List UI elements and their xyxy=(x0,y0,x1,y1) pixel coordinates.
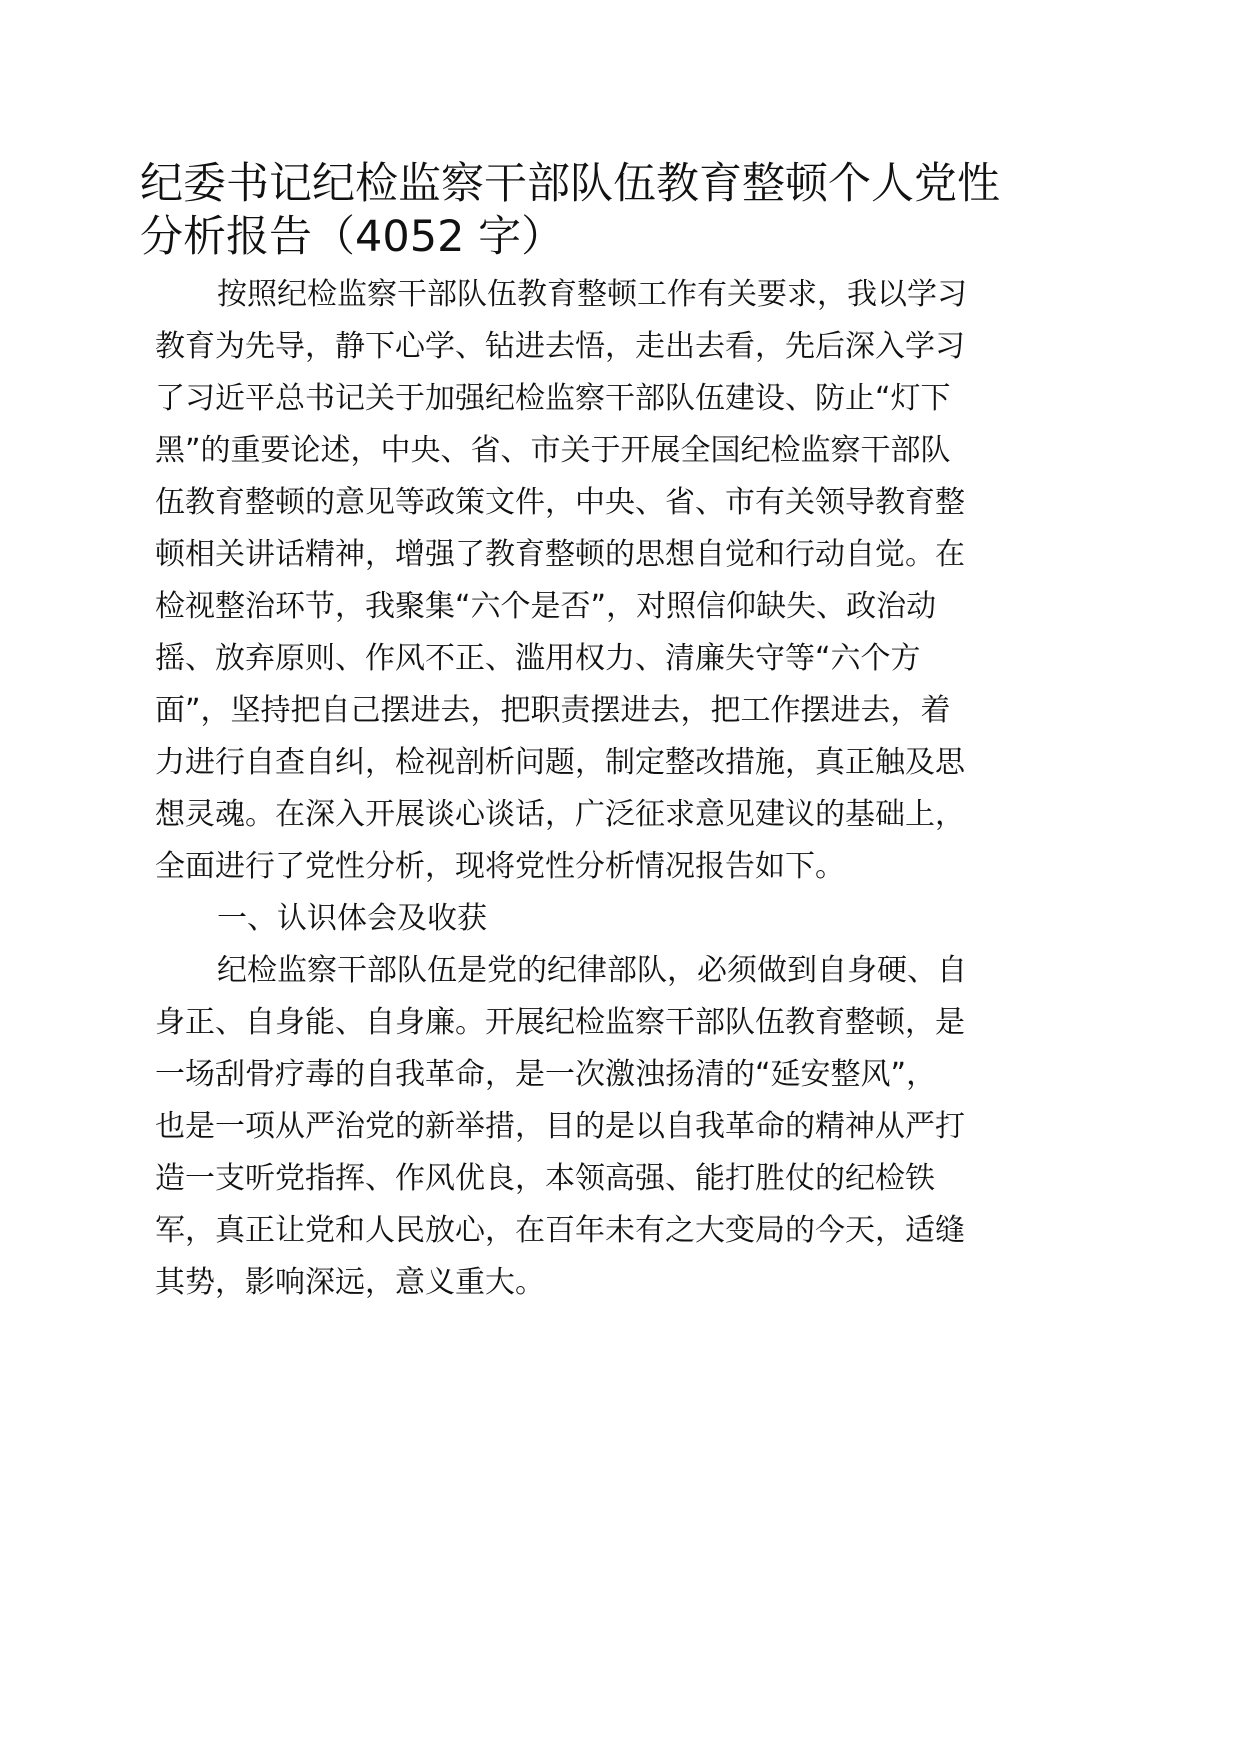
paragraph-line: 身正、自身能、自身廉。开展纪检监察干部队伍教育整顿，是 xyxy=(155,1005,965,1040)
paragraph-line: 军，真正让党和人民放心，在百年未有之大变局的今天，适缝 xyxy=(155,1213,965,1248)
paragraph-line: 伍教育整顿的意见等政策文件，中央、省、市有关领导教育整 xyxy=(155,485,965,520)
paragraph-line: 也是一项从严治党的新举措，目的是以自我革命的精神从严打 xyxy=(155,1109,965,1144)
paragraph-line: 黑”的重要论述，中央、省、市关于开展全国纪检监察干部队 xyxy=(155,433,951,468)
title-line: 纪委书记纪检监察干部队伍教育整顿个人党性 xyxy=(140,159,1000,209)
paragraph-line: 摇、放弃原则、作风不正、滥用权力、清廉失守等“六个方 xyxy=(155,641,921,676)
paragraph-line: 教育为先导，静下心学、钻进去悟，走出去看，先后深入学习 xyxy=(155,329,965,364)
paragraph-line: 检视整治环节，我聚集“六个是否”，对照信仰缺失、政治动 xyxy=(155,589,937,624)
paragraph-line: 顿相关讲话精神，增强了教育整顿的思想自觉和行动自觉。在 xyxy=(155,537,965,572)
paragraph-line: 面”，坚持把自己摆进去，把职责摆进去，把工作摆进去，着 xyxy=(155,693,951,728)
title-line: 分析报告（4052 字） xyxy=(140,212,565,262)
paragraph-line: 一场刮骨疗毒的自我革命，是一次激浊扬清的“延安整风”， xyxy=(155,1057,937,1092)
document-body xyxy=(155,269,967,1309)
paragraph-line: 力进行自查自纠，检视剖析问题，制定整改措施，真正触及思 xyxy=(155,745,965,780)
paragraph-line: 造一支听党指挥、作风优良，本领高强、能打胜仗的纪检铁 xyxy=(155,1161,935,1196)
paragraph-line: 全面进行了党性分析，现将党性分析情况报告如下。 xyxy=(155,849,845,884)
paragraph-line: 了习近平总书记关于加强纪检监察干部队伍建设、防止“灯下 xyxy=(155,381,951,416)
paragraph-line: 其势，影响深远，意义重大。 xyxy=(155,1265,545,1300)
section-heading: 一、认识体会及收获 xyxy=(217,901,487,936)
document-title xyxy=(140,158,1000,264)
paragraph-line: 按照纪检监察干部队伍教育整顿工作有关要求，我以学习 xyxy=(217,277,967,312)
paragraph-line: 纪检监察干部队伍是党的纪律部队，必须做到自身硬、自 xyxy=(217,953,967,988)
paragraph-line: 想灵魂。在深入开展谈心谈话，广泛征求意见建议的基础上， xyxy=(155,797,965,832)
